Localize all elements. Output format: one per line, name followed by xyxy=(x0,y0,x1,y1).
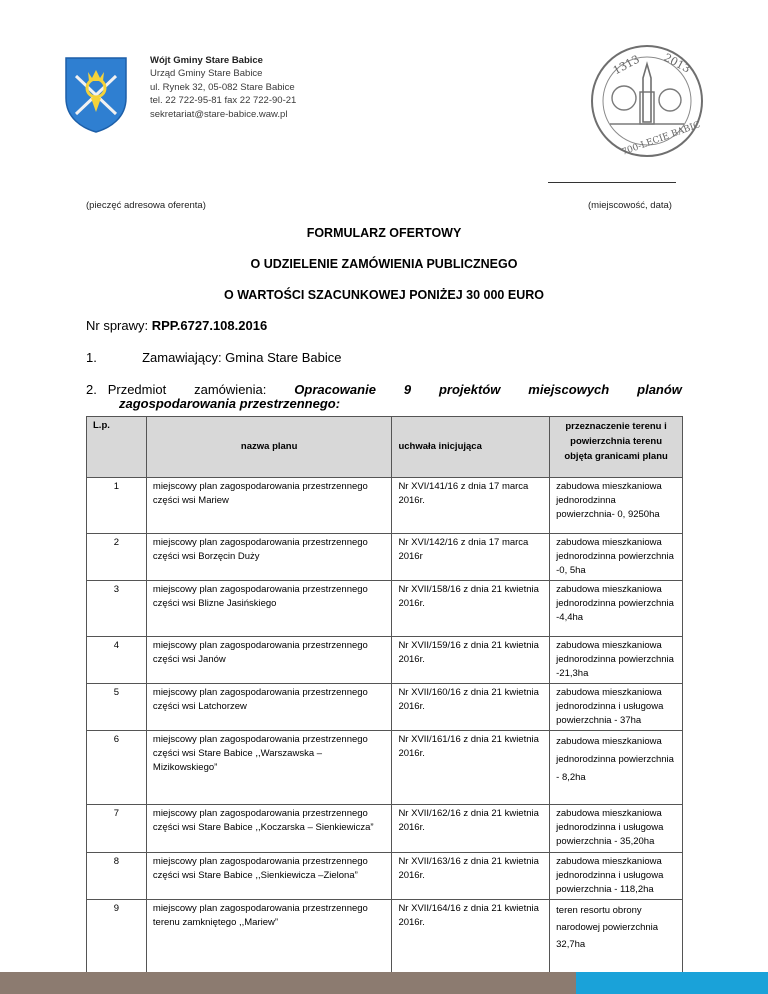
cell-name: miejscowy plan zagospodarowania przestrzennego części wsi Stare Babice ,,Sienkiewicza –Zielona” xyxy=(146,853,392,900)
table-row xyxy=(87,805,683,853)
table-row xyxy=(87,534,683,581)
cell-purpose: teren resortu obrony narodowej powierzchnia 32,7ha xyxy=(550,900,683,974)
cell-lp: 2 xyxy=(87,534,147,581)
stamp-label: (pieczęć adresowa oferenta) xyxy=(86,200,206,211)
item-2 xyxy=(86,382,682,411)
item-2-word-2: zamówienia: xyxy=(194,382,267,397)
place-date-label: (miejscowość, data) xyxy=(588,200,672,211)
cell-purpose: zabudowa mieszkaniowa jednorodzinna powierzchnia -21,3ha xyxy=(550,637,683,684)
item-2-word-1: Przedmiot xyxy=(107,382,167,397)
item-2-line-2: zagospodarowania przestrzennego: xyxy=(119,396,341,411)
cell-lp: 4 xyxy=(87,637,147,684)
cell-lp: 1 xyxy=(87,478,147,534)
item-1 xyxy=(86,350,342,365)
cell-resolution: Nr XVII/161/16 z dnia 21 kwietnia 2016r. xyxy=(392,731,550,805)
table-row xyxy=(87,637,683,684)
coat-of-arms-logo xyxy=(62,54,130,134)
cell-resolution: Nr XVII/164/16 z dnia 21 kwietnia 2016r. xyxy=(392,900,550,974)
table-row xyxy=(87,853,683,900)
header-lp: L.p. xyxy=(87,417,147,478)
cell-lp: 9 xyxy=(87,900,147,974)
seal-year-right: 2013 xyxy=(661,50,693,76)
item-2-word-3: Opracowanie xyxy=(294,382,376,397)
header-resolution: uchwała inicjująca xyxy=(392,417,550,478)
form-subtitle-1: O UDZIELENIE ZAMÓWIENIA PUBLICZNEGO xyxy=(250,257,518,271)
cell-name: miejscowy plan zagospodarowania przestrzennego części wsi Borzęcin Duży xyxy=(146,534,392,581)
cell-purpose: zabudowa mieszkaniowa jednorodzinna i usługowa powierzchnia - 37ha xyxy=(550,684,683,731)
letterhead-line-1: Wójt Gminy Stare Babice xyxy=(150,55,263,66)
plans-table xyxy=(86,416,683,974)
cell-lp: 6 xyxy=(87,731,147,805)
cell-purpose: zabudowa mieszkaniowa jednorodzinna powierzchnia- 0, 9250ha xyxy=(550,478,683,534)
signature-line xyxy=(548,182,676,183)
cell-purpose: zabudowa mieszkaniowa jednorodzinna i usługowa powierzchnia - 35,20ha xyxy=(550,805,683,853)
table-row xyxy=(87,581,683,637)
cell-name: miejscowy plan zagospodarowania przestrzennego części wsi Mariew xyxy=(146,478,392,534)
cell-purpose: zabudowa mieszkaniowa jednorodzinna powierzchnia -4,4ha xyxy=(550,581,683,637)
footer-bar-blue xyxy=(576,972,768,994)
cell-name: miejscowy plan zagospodarowania przestrzennego części wsi Janów xyxy=(146,637,392,684)
letterhead xyxy=(150,54,296,121)
item-2-word-7: planów xyxy=(637,382,682,397)
letterhead-line-5: sekretariat@stare-babice.waw.pl xyxy=(150,108,288,120)
item-2-number: 2. xyxy=(86,382,97,397)
cell-purpose: zabudowa mieszkaniowa jednorodzinna powierzchnia -0, 5ha xyxy=(550,534,683,581)
cell-name: miejscowy plan zagospodarowania przestrzennego części wsi Stare Babice ,,Koczarska – Sienkiewicza” xyxy=(146,805,392,853)
cell-resolution: Nr XVII/159/16 z dnia 21 kwietnia 2016r. xyxy=(392,637,550,684)
case-number: RPP.6727.108.2016 xyxy=(151,318,268,333)
item-1-number: 1. xyxy=(86,350,97,365)
cell-name: miejscowy plan zagospodarowania przestrzennego części wsi Stare Babice ,,Warszawska – Mizikowskiego” xyxy=(146,731,392,805)
cell-name: miejscowy plan zagospodarowania przestrzennego części wsi Latchorzew xyxy=(146,684,392,731)
item-1-text: Zamawiający: Gmina Stare Babice xyxy=(142,350,342,365)
footer-color-bar xyxy=(0,972,768,994)
header-purpose: przeznaczenie terenu i powierzchnia terenu objęta granicami planu xyxy=(550,417,683,478)
item-2-word-5: projektów xyxy=(438,382,501,397)
cell-resolution: Nr XVII/160/16 z dnia 21 kwietnia 2016r. xyxy=(392,684,550,731)
table-row xyxy=(87,900,683,974)
table-header-row xyxy=(87,417,683,478)
cell-name: miejscowy plan zagospodarowania przestrzennego części wsi Blizne Jasińskiego xyxy=(146,581,392,637)
case-number-line xyxy=(86,318,267,333)
cell-name: miejscowy plan zagospodarowania przestrzennego terenu zamkniętego ,,Mariew” xyxy=(146,900,392,974)
cell-resolution: Nr XVI/141/16 z dnia 17 marca 2016r. xyxy=(392,478,550,534)
letterhead-line-3: ul. Rynek 32, 05-082 Stare Babice xyxy=(150,81,295,93)
seal-year-left: 1313 xyxy=(610,52,642,78)
footer-bar-brown xyxy=(0,972,576,994)
item-2-word-4: 9 xyxy=(403,382,412,397)
cell-purpose: zabudowa mieszkaniowa jednorodzinna powierzchnia - 8,2ha xyxy=(550,731,683,805)
cell-lp: 7 xyxy=(87,805,147,853)
form-subtitle-2: O WARTOŚCI SZACUNKOWEJ PONIŻEJ 30 000 EURO xyxy=(224,288,544,302)
cell-lp: 8 xyxy=(87,853,147,900)
table-row xyxy=(87,684,683,731)
letterhead-line-4: tel. 22 722-95-81 fax 22 722-90-21 xyxy=(150,95,297,107)
cell-resolution: Nr XVI/142/16 z dnia 17 marca 2016r xyxy=(392,534,550,581)
form-title: FORMULARZ OFERTOWY xyxy=(306,226,462,240)
cell-lp: 5 xyxy=(87,684,147,731)
item-2-word-6: miejscowych xyxy=(528,382,610,397)
header-name: nazwa planu xyxy=(146,417,392,478)
table-row xyxy=(87,478,683,534)
cell-resolution: Nr XVII/162/16 z dnia 21 kwietnia 2016r. xyxy=(392,805,550,853)
anniversary-seal-logo xyxy=(588,42,706,160)
cell-resolution: Nr XVII/163/16 z dnia 21 kwietnia 2016r. xyxy=(392,853,550,900)
table-row xyxy=(87,731,683,805)
letterhead-line-2: Urząd Gminy Stare Babice xyxy=(150,68,263,80)
case-label: Nr sprawy: xyxy=(86,318,149,333)
cell-purpose: zabudowa mieszkaniowa jednorodzinna i usługowa powierzchnia - 118,2ha xyxy=(550,853,683,900)
seal-motto: 700-LECIE BABIC xyxy=(620,120,702,158)
cell-lp: 3 xyxy=(87,581,147,637)
cell-resolution: Nr XVII/158/16 z dnia 21 kwietnia 2016r. xyxy=(392,581,550,637)
